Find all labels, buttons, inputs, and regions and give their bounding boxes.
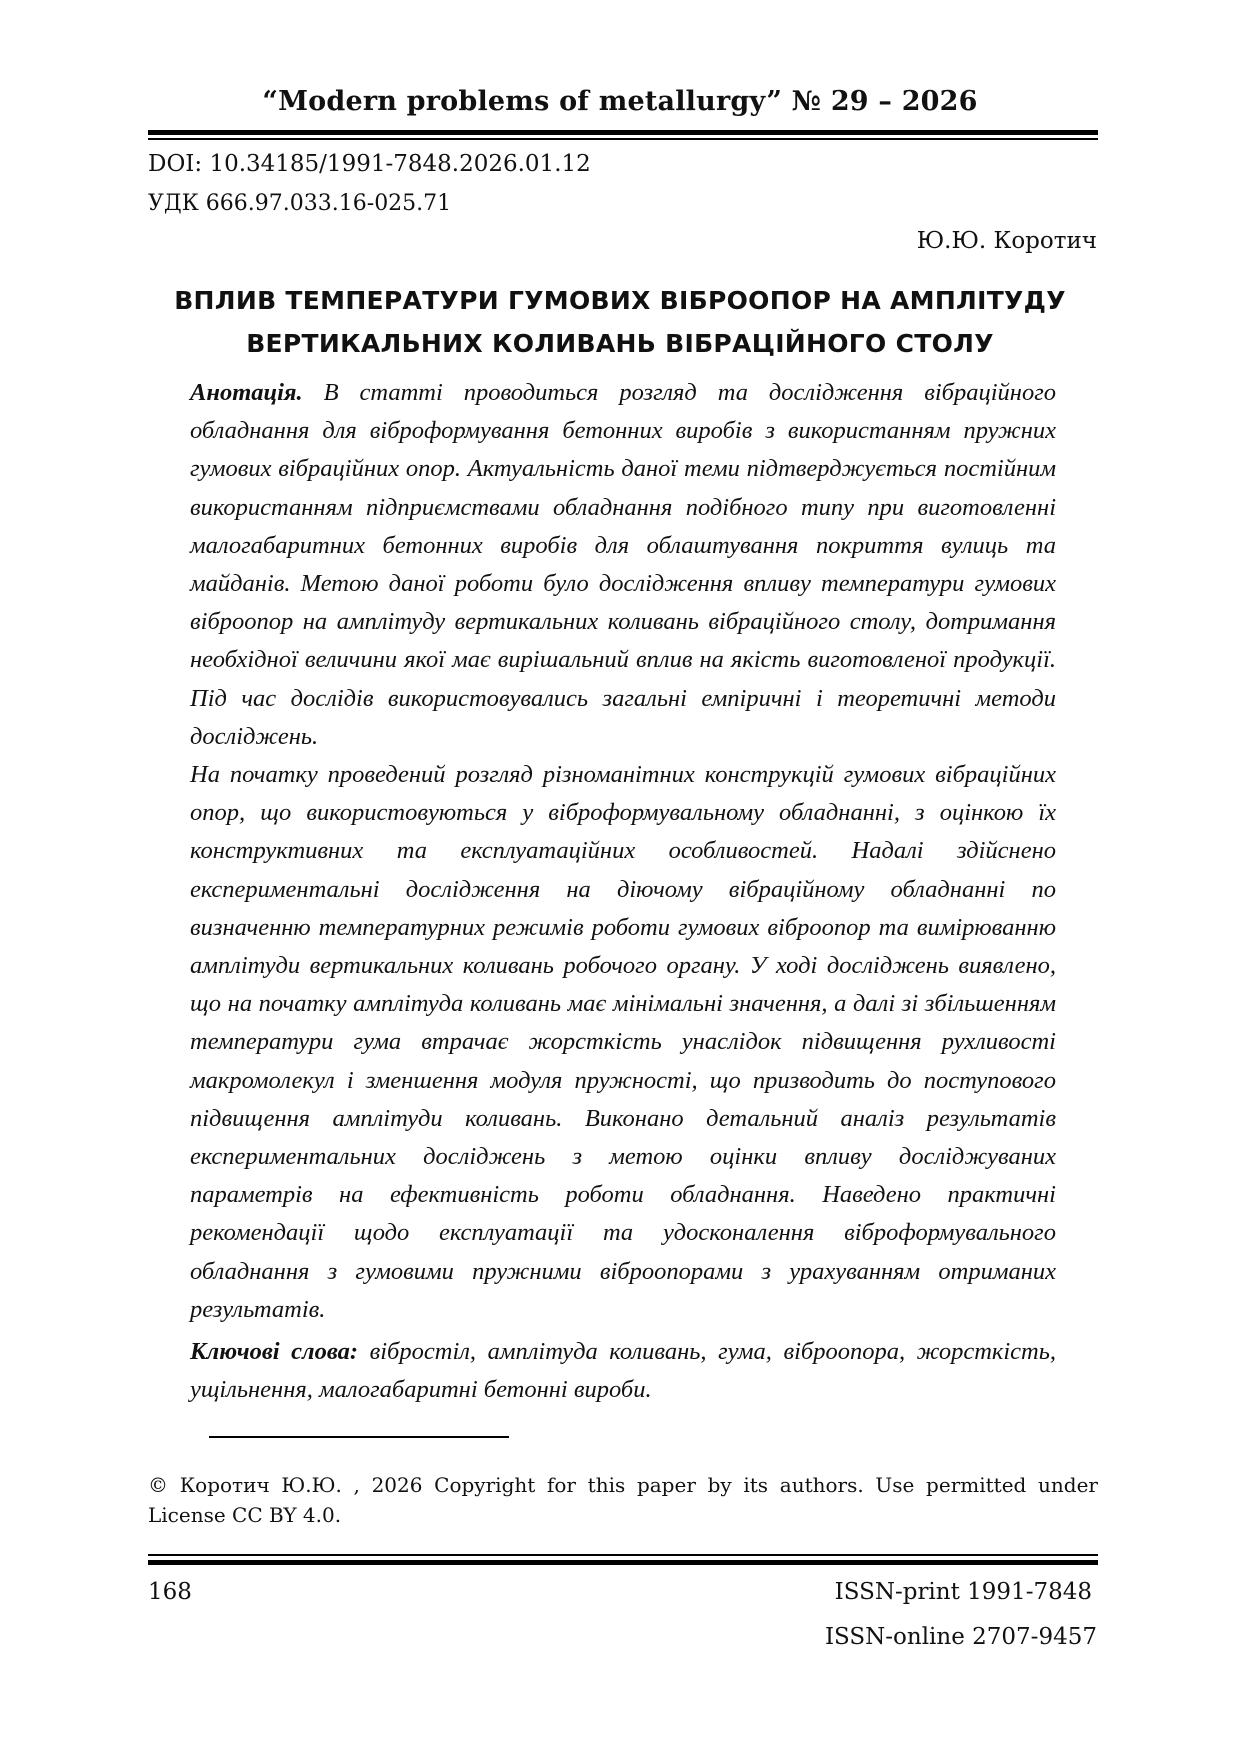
udk-code: УДК 666.97.033.16-025.71 bbox=[148, 191, 452, 216]
abstract-label: Анотація. bbox=[190, 379, 303, 406]
keywords bbox=[190, 1333, 1056, 1409]
header-rule-thick bbox=[148, 130, 1098, 135]
article-title-line-1: ВПЛИВ ТЕМПЕРАТУРИ ГУМОВИХ ВІБРООПОР НА АМПЛІТУДУ bbox=[174, 286, 1066, 315]
issn-print: ISSN-print 1991-7848 bbox=[834, 1579, 1092, 1605]
abstract-text-1: В статті проводиться розгляд та дослідження вібраційного обладнання для віброформування бетонних виробів з використанням пружних гумових вібраційних опор. Актуальність даної теми підтверджується постійним використанням підприємствами обладнання подібного типу при виготовленні малогабаритних бетонних виробів для облаштування покриття вулиць та майданів. Метою даної роботи було дослідження впливу температури гумових віброопор на амплітуду вертикальних коливань вібраційного столу, дотримання необхідної величини якої має вирішальний вплив на якість виготовленої продукції. Під час дослідів використовувались загальні емпіричні і теоретичні методи досліджень. bbox=[190, 379, 1057, 750]
author-name: Ю.Ю. Коротич bbox=[916, 228, 1097, 254]
abstract-paragraph-1 bbox=[190, 374, 1056, 756]
keywords-colon: : bbox=[349, 1338, 359, 1366]
issn-online: ISSN-online 2707-9457 bbox=[824, 1624, 1097, 1650]
header-rule-thin bbox=[148, 138, 1098, 140]
journal-title: “Modern problems of metallurgy” № 29 – 2026 bbox=[262, 86, 978, 117]
article-title-line-2: ВЕРТИКАЛЬНИХ КОЛИВАНЬ ВІБРАЦІЙНОГО СТОЛУ bbox=[246, 329, 994, 358]
copyright-footnote: © Коротич Ю.Ю. , 2026 Copyright for this paper by its authors. Use permitted under License CC BY 4.0. bbox=[148, 1473, 1098, 1527]
doi: DOI: 10.34185/1991-7848.2026.01.12 bbox=[148, 151, 591, 177]
abstract bbox=[190, 374, 1056, 1409]
abstract-paragraph-2: На початку проведений розгляд різноманітних конструкцій гумових вібраційних опор, що використовуються у віброформувальному обладнанні, з оцінкою їх конструктивних та експлуатаційних особливостей. Надалі здійснено експериментальні дослідження на діючому вібраційному обладнанні по визначенню температурних режимів роботи гумових віброопор та вимірюванню амплітуди вертикальних коливань робочого органу. У ході досліджень виявлено, що на початку амплітуда коливань має мінімальні значення, а далі зі збільшенням температури гума втрачає жорсткість унаслідок підвищення рухливості макромолекул і зменшення модуля пружності, що призводить до поступового підвищення амплітуди коливань. Виконано детальний аналіз результатів експериментальних досліджень з метою оцінки впливу досліджуваних параметрів на ефективність роботи обладнання. Наведено практичні рекомендації щодо експлуатації та удосконалення віброформувального обладнання з гумовими пружними віброопорами з урахуванням отриманих результатів. bbox=[190, 761, 1056, 1323]
footer-rule-thin bbox=[148, 1554, 1098, 1556]
article-title bbox=[150, 279, 1090, 365]
footnote-rule bbox=[209, 1436, 509, 1438]
footer-rule-thick bbox=[148, 1560, 1098, 1565]
keywords-label: Ключові слова bbox=[190, 1338, 350, 1366]
page-number: 168 bbox=[148, 1579, 192, 1605]
keywords-text: вібростіл, амплітуда коливань, гума, віброопора, жорсткість, ущільнення, малогабаритні бетонні вироби. bbox=[190, 1338, 1056, 1404]
